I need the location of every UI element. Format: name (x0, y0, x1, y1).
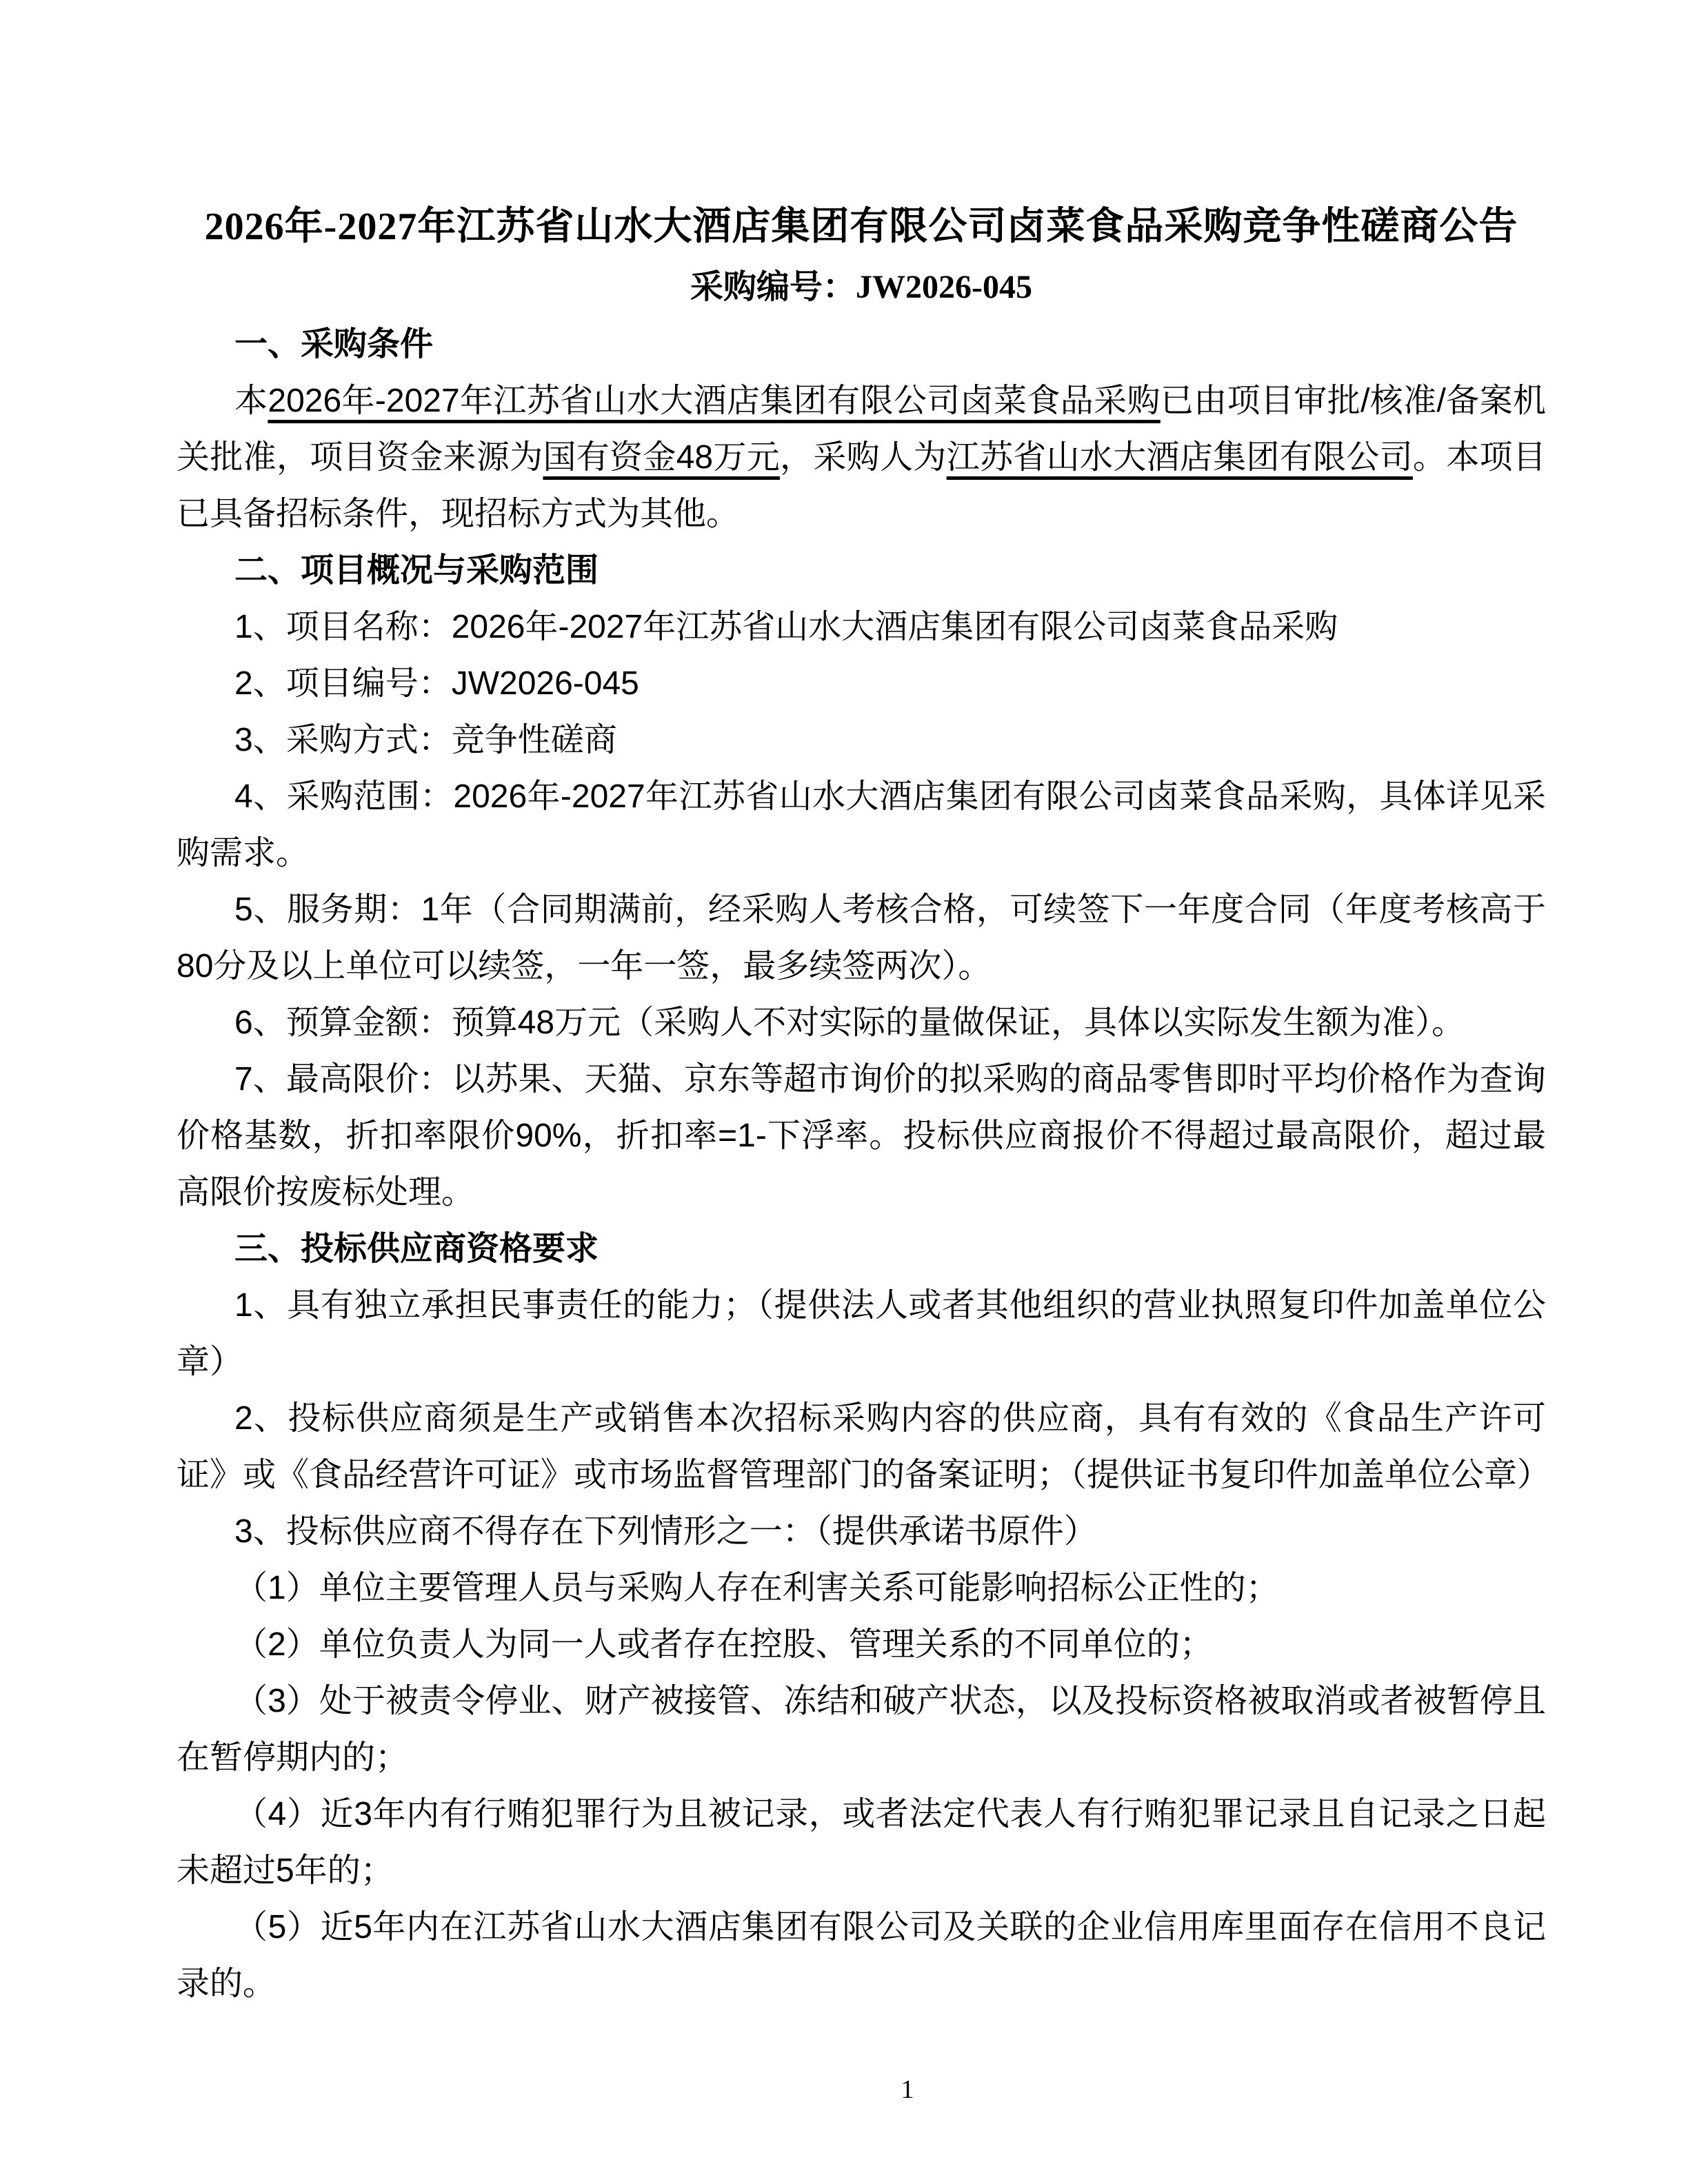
procurement-number: 采购编号：JW2026-045 (690, 269, 1032, 305)
section3-subitem-4: （4）近3年内有行贿犯罪行为且被记录，或者法定代表人有行贿犯罪记录且自记录之日起未超过5年的； (177, 1796, 1546, 1889)
section3-subitem-2: （2）单位负责人为同一人或者存在控股、管理关系的不同单位的； (234, 1626, 1213, 1663)
section3-subitem-1: （1）单位主要管理人员与采购人存在利害关系可能影响招标公正性的； (234, 1570, 1279, 1606)
section3-item-prohibited-situations: 3、投标供应商不得存在下列情形之一：（提供承诺书原件） (234, 1513, 1097, 1550)
document-title: 2026年-2027年江苏省山水大酒店集团有限公司卤菜食品采购竞争性磋商公告 (204, 205, 1518, 248)
underlined-fund-source: 国有资金48万元 (543, 439, 781, 476)
section2-item-price-ceiling: 7、最高限价：以苏果、天猫、京东等超市询价的拟采购的商品零售即时平均价格作为查询价格基数，折扣率限价90%，折扣率=1-下浮率。投标供应商报价不得超过最高限价，超过最高限价按废标处理。 (177, 1061, 1546, 1211)
section2-item-service-period: 5、服务期：1年（合同期满前，经采购人考核合格，可续签下一年度合同（年度考核高于80分及以上单位可以续签，一年一签，最多续签两次）。 (177, 891, 1546, 984)
section3-heading: 三、投标供应商资格要求 (234, 1231, 599, 1267)
section3-item-license-requirement: 2、投标供应商须是生产或销售本次招标采购内容的供应商，具有有效的《食品生产许可证》或《食品经营许可证》或市场监督管理部门的备案证明；（提供证书复印件加盖单位公章） (177, 1400, 1551, 1493)
section3-subitem-3: （3）处于被责令停业、财产被接管、冻结和破产状态，以及投标资格被取消或者被暂停且在暂停期内的； (177, 1683, 1546, 1776)
section2-item-budget-amount: 6、预算金额：预算48万元（采购人不对实际的量做保证，具体以实际发生额为准）。 (234, 1004, 1465, 1041)
underlined-project-name: 2026年-2027年江苏省山水大酒店集团有限公司卤菜食品采购 (268, 383, 1160, 419)
para-text: ，采购人为 (780, 439, 947, 476)
page-number: 1 (901, 2075, 914, 2104)
section1-heading: 一、采购条件 (234, 326, 434, 363)
para-text: 本 (234, 383, 268, 419)
section2-heading: 二、项目概况与采购范围 (234, 552, 599, 589)
section3-item-civil-liability: 1、具有独立承担民事责任的能力；（提供法人或者其他组织的营业执照复印件加盖单位公章） (177, 1287, 1546, 1380)
para-text: 已由项目审批/核准/备案机关批准，项目资金来源为 (177, 383, 1546, 476)
section2-item-procurement-scope: 4、采购范围：2026年-2027年江苏省山水大酒店集团有限公司卤菜食品采购，具体详见采购需求。 (177, 778, 1546, 871)
underlined-purchaser: 江苏省山水大酒店集团有限公司 (946, 439, 1414, 476)
page-footer (0, 2075, 1688, 2104)
section2-item-procurement-method: 3、采购方式：竞争性磋商 (234, 722, 617, 758)
section3-subitem-5: （5）近5年内在江苏省山水大酒店集团有限公司及关联的企业信用库里面存在信用不良记录的。 (177, 1909, 1546, 2002)
section1-paragraph (177, 373, 1546, 543)
section2-item-project-name: 1、项目名称：2026年-2027年江苏省山水大酒店集团有限公司卤菜食品采购 (234, 609, 1338, 645)
para-text: 。本项目已具备招标条件，现招标方式为其他。 (177, 439, 1546, 532)
section2-item-project-number: 2、项目编号：JW2026-045 (234, 665, 639, 702)
